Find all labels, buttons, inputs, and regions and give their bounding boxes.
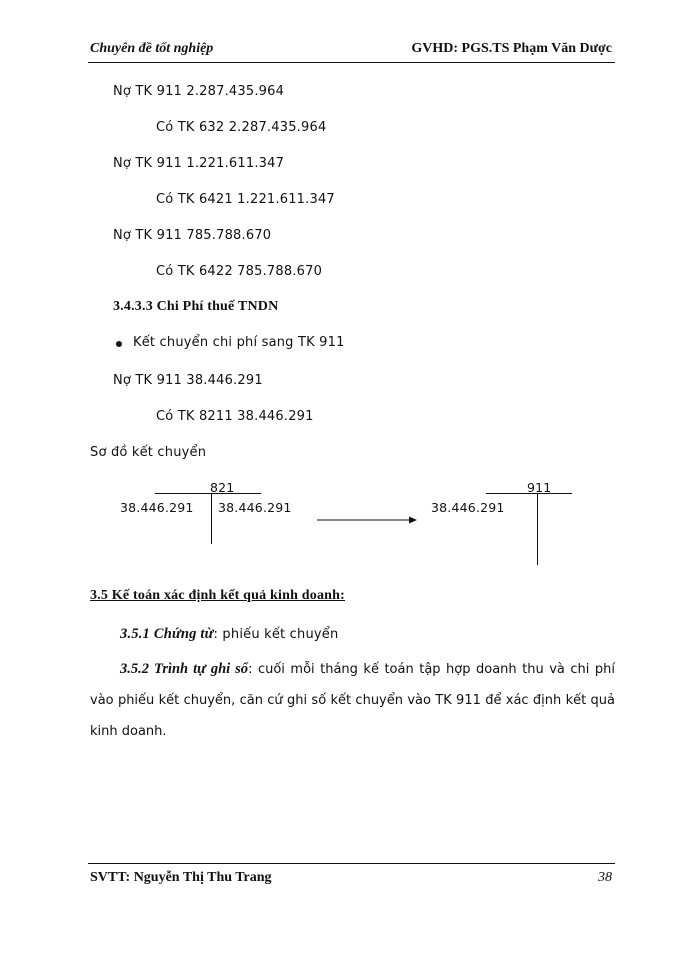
footer-rule <box>88 863 615 864</box>
heading-3-5: 3.5 Kế toán xác định kết quả kinh doanh: <box>90 588 346 603</box>
header-rule <box>88 62 615 63</box>
account-911-debit-value: 38.446.291 <box>431 500 505 515</box>
entry-credit-2: Có TK 6421 1.221.611.347 <box>156 192 335 207</box>
bullet-dot-icon <box>116 341 122 347</box>
account-821-debit-value: 38.446.291 <box>120 500 194 515</box>
account-821-top-rule <box>155 493 261 494</box>
account-821-label: 821 <box>210 480 235 495</box>
entry-debit-tax: Nợ TK 911 38.446.291 <box>113 373 263 388</box>
entry-debit-3: Nợ TK 911 785.788.670 <box>113 228 272 243</box>
text-3-5-1: : phiếu kết chuyển <box>213 627 339 642</box>
header-supervisor: GVHD: PGS.TS Phạm Văn Dược <box>411 41 612 56</box>
text-3-5-2: : cuối mỗi tháng kế toán tập hợp doanh thu và chi phí vào phiếu kết chuyển, căn cứ ghi số kết chuyển vào TK 911 để xác định kết quả kinh doanh. <box>90 662 615 739</box>
label-3-5-1: 3.5.1 Chứng từ <box>120 626 214 642</box>
heading-3-4-3-3: 3.4.3.3 Chi Phí thuế TNDN <box>113 299 279 314</box>
account-821-credit-value: 38.446.291 <box>218 500 292 515</box>
page-number: 38 <box>598 870 612 885</box>
footer-student: SVTT: Nguyễn Thị Thu Trang <box>90 870 272 885</box>
entry-debit-1: Nợ TK 911 2.287.435.964 <box>113 84 285 99</box>
label-3-5-2: 3.5.2 Trình tự ghi sổ <box>120 661 249 677</box>
header-title: Chuyên đề tốt nghiệp <box>90 41 214 56</box>
para-3-5-2 <box>90 654 615 747</box>
account-911-top-rule <box>486 493 572 494</box>
entry-credit-tax: Có TK 8211 38.446.291 <box>156 409 314 424</box>
account-821-divider <box>211 493 212 544</box>
entry-debit-2: Nợ TK 911 1.221.611.347 <box>113 156 285 171</box>
account-911-label: 911 <box>527 480 552 495</box>
diagram-caption: Sơ đồ kết chuyển <box>90 445 207 460</box>
bullet-text: Kết chuyển chi phí sang TK 911 <box>133 335 345 350</box>
entry-credit-1: Có TK 632 2.287.435.964 <box>156 120 327 135</box>
account-911-divider <box>537 493 538 565</box>
para-3-5-1 <box>120 626 338 643</box>
transfer-arrow-icon <box>317 510 417 520</box>
entry-credit-3: Có TK 6422 785.788.670 <box>156 264 323 279</box>
